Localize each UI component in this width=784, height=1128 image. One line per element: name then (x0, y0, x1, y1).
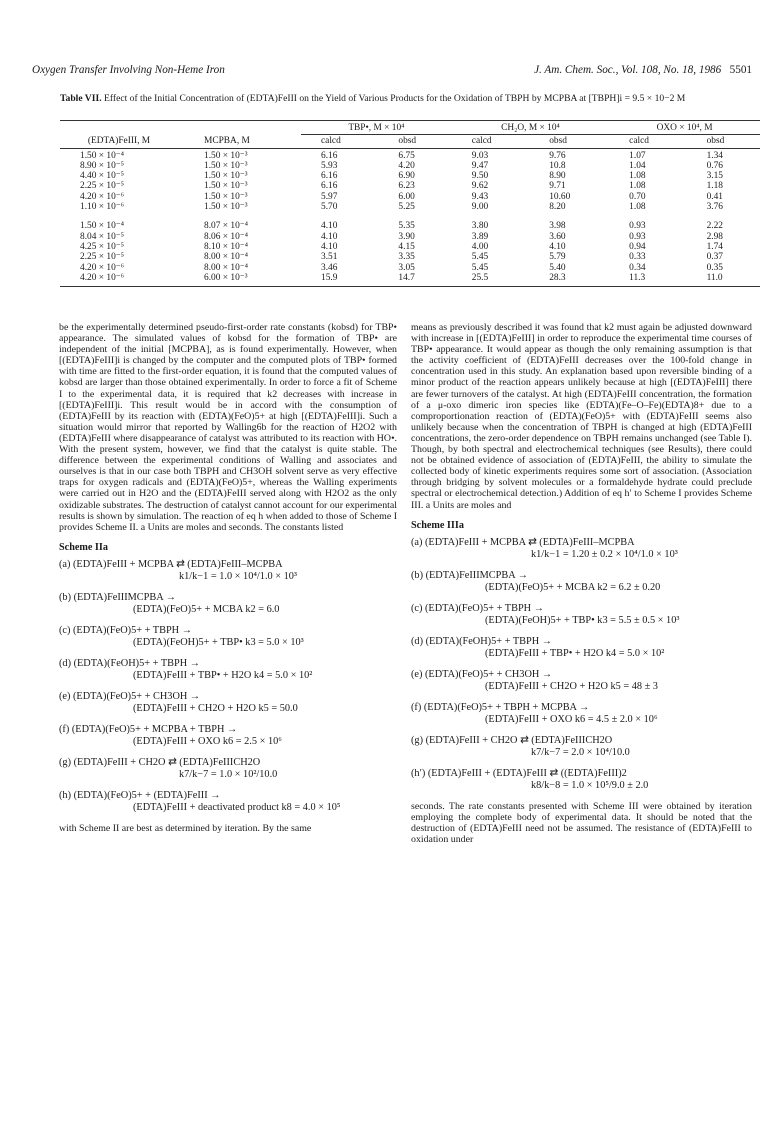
page-number: 5501 (729, 64, 752, 76)
table-cell: 6.00 (398, 191, 415, 202)
reaction-line: (e) (EDTA)(FeO)5+ + CH3OH → (411, 668, 553, 680)
table-cell: 3.51 (321, 252, 338, 263)
table-cell: 0.41 (706, 191, 723, 202)
table-cell: 0.70 (629, 191, 646, 202)
group-header-tbp: TBP•, M × 10⁴ (301, 121, 452, 135)
reaction-equation (59, 625, 397, 649)
table-cell: 4.10 (321, 241, 338, 252)
reaction-line: (b) (EDTA)FeIIIMCPBA → (411, 569, 529, 581)
table-bottom-rule (60, 283, 760, 286)
table-cell: 1.50 × 10⁻⁴ (80, 221, 124, 232)
reaction-equation (411, 702, 752, 726)
scheme-ii-reactions (59, 559, 397, 814)
table-cell: 0.94 (629, 241, 646, 252)
table-cell: 5.97 (321, 191, 338, 202)
reaction-line: (b) (EDTA)FeIIIMCPBA → (59, 591, 177, 603)
table-row-gap (60, 212, 760, 221)
rate-constant: k8/k−8 = 1.0 × 10⁵/9.0 ± 2.0 (531, 779, 649, 791)
table-cell: 8.20 (549, 202, 566, 213)
table-row (60, 252, 760, 262)
table-cell: 10.8 (549, 160, 566, 171)
left-tail-text: with Scheme II are best as determined by iteration. By the same (59, 822, 312, 834)
table-cell: 0.93 (629, 221, 646, 232)
table-cell: 1.74 (706, 241, 723, 252)
table-cell: 4.25 × 10⁻⁵ (80, 241, 124, 252)
reaction-products: (EDTA)(FeO)5+ + MCBA k2 = 6.2 ± 0.20 (485, 581, 661, 593)
table-cell: 6.16 (321, 150, 338, 161)
right-tail-text: seconds. The rate constants presented with Scheme III were obtained by iteration employing the complete body of experimental data. It should be noted that the destruction of (EDTA)FeIII need not be assumed. The resistance of (EDTA)FeIII to oxidation under (411, 800, 752, 845)
reaction-line: (a) (EDTA)FeIII + MCPBA ⇄ (EDTA)FeIII–MCPBA (411, 536, 635, 548)
table-row (60, 148, 760, 161)
reaction-line: (f) (EDTA)(FeO)5+ + MCPBA + TBPH → (59, 723, 238, 735)
table-cell: 3.80 (471, 221, 489, 232)
reaction-line: (c) (EDTA)(FeO)5+ + TBPH → (59, 624, 192, 636)
table-cell: 4.00 (471, 241, 489, 252)
table-cell: 9.71 (549, 181, 566, 192)
scheme-ii-title: Scheme IIa (59, 541, 108, 553)
table-cell: 3.76 (706, 202, 723, 213)
table-group-header (60, 121, 760, 135)
table-cell: 8.06 × 10⁻⁴ (204, 231, 248, 242)
rate-constant: k1/k−1 = 1.0 × 10⁴/1.0 × 10³ (179, 570, 298, 582)
group-header-ch2o: CH₂O, M × 10⁴ (452, 121, 609, 135)
table-cell: 5.45 (471, 262, 489, 273)
right-paragraph: means as previously described it was found that k2 must again be adjusted downward with increase in [(EDTA)FeIII] in order to reproduce the experimental time courses of TBP• appearance. It would appear as though the only remaining assumption is that the activity coefficient of (EDTA)FeIII decreases over the 100-fold change in concentration used in this study. An explanation based upon reversible binding of a minor product of the reaction appears unlikely because at high [(EDTA)FeIII] there are fewer turnovers of the catalyst. At high (EDTA)FeIII concentration, the formation of a μ-oxo dimeric iron species like (EDTA)(Fe–O–Fe)(EDTA)8+ due to a comproportionation reaction of (EDTA)(FeO)5+ with (EDTA)FeIII seems also unlikely because when the concentration of TBPH is changed at high (EDTA)FeIII concentrations, the zero-order dependence on TBPH remains unchanged (see Table I). Though, by both spectral and electrochemical techniques (see Results), there could not be obtained evidence of association of (EDTA)FeIII, the ability to simulate the collected body of kinetic experiments requires some sort of association. (Association through bridging by solvent molecules or a formaldehyde hydrate could preclude spectral or electrochemical detection.) Addition of eq h′ to Scheme I provides Scheme III. a Units are moles and (411, 322, 752, 511)
table-cell: 1.04 (629, 160, 646, 171)
table-cell: 3.05 (398, 262, 415, 273)
table-vii (60, 120, 760, 287)
table-cell: 2.25 × 10⁻⁵ (80, 252, 124, 263)
table-cell: 1.50 × 10⁻⁴ (80, 150, 124, 161)
reaction-products: (EDTA)FeIII + deactivated product k8 = 4.0 × 10⁵ (133, 801, 341, 813)
reaction-products: (EDTA)(FeO)5+ + MCBA k2 = 6.0 (133, 603, 280, 615)
table-row (60, 221, 760, 231)
table-cell: 25.5 (471, 272, 489, 283)
table-cell: 8.90 × 10⁻⁵ (80, 160, 124, 171)
reaction-equation (411, 735, 752, 759)
table-cell: 11.0 (706, 272, 723, 283)
table-cell: 1.50 × 10⁻³ (204, 191, 248, 202)
left-column (59, 322, 397, 834)
table-cell: 9.50 (471, 171, 489, 182)
journal-citation: J. Am. Chem. Soc., Vol. 108, No. 18, 1986 5501 (534, 64, 752, 76)
table-body (60, 148, 760, 286)
table-cell: 0.33 (629, 252, 646, 263)
rate-constant: k7/k−7 = 2.0 × 10⁴/10.0 (531, 746, 630, 758)
table-cell: 1.08 (629, 202, 646, 213)
table-cell: 8.00 × 10⁻⁴ (204, 262, 248, 273)
table-cell: 6.16 (321, 181, 338, 192)
reaction-line: (f) (EDTA)(FeO)5+ + TBPH + MCPBA → (411, 701, 590, 713)
table-cell: 5.70 (321, 202, 338, 213)
reaction-line: (g) (EDTA)FeIII + CH2O ⇄ (EDTA)FeIIICH2O (411, 734, 613, 746)
reaction-equation (59, 658, 397, 682)
col-header: (EDTA)FeIII, M (60, 135, 178, 148)
table-cell: 1.07 (629, 150, 646, 161)
table-row (60, 171, 760, 181)
table-cell: 4.40 × 10⁻⁵ (80, 171, 124, 182)
table-cell: 3.46 (321, 262, 338, 273)
col-header: obsd (687, 135, 760, 148)
table-cell: 1.50 × 10⁻³ (204, 150, 248, 161)
table-cell: 6.16 (321, 171, 338, 182)
table-cell: 0.34 (629, 262, 646, 273)
reaction-products: (EDTA)FeIII + OXO k6 = 4.5 ± 2.0 × 10⁶ (485, 713, 658, 725)
table-cell: 0.35 (706, 262, 723, 273)
reaction-equation (411, 603, 752, 627)
col-header: MCPBA, M (178, 135, 301, 148)
reaction-products: (EDTA)FeIII + TBP• + H2O k4 = 5.0 × 10² (485, 647, 665, 659)
table-cell: 1.50 × 10⁻³ (204, 181, 248, 192)
table-cell: 2.98 (706, 231, 723, 242)
reaction-line: (c) (EDTA)(FeO)5+ + TBPH → (411, 602, 544, 614)
table-cell: 8.10 × 10⁻⁴ (204, 241, 248, 252)
reaction-equation (59, 724, 397, 748)
running-title: Oxygen Transfer Involving Non-Heme Iron (32, 64, 225, 76)
col-header: obsd (529, 135, 609, 148)
table-cell: 5.40 (549, 262, 566, 273)
rate-constant: k1/k−1 = 1.20 ± 0.2 × 10⁴/1.0 × 10³ (531, 548, 678, 560)
reaction-products: (EDTA)FeIII + TBP• + H2O k4 = 5.0 × 10² (133, 669, 313, 681)
group-header-oxo: OXO × 10⁴, M (609, 121, 760, 135)
table-cell: 1.50 × 10⁻³ (204, 160, 248, 171)
reaction-equation (411, 768, 752, 792)
table-cell: 1.08 (629, 171, 646, 182)
table-cell: 9.62 (471, 181, 489, 192)
table-cell: 8.00 × 10⁻⁴ (204, 252, 248, 263)
table-cell: 2.22 (706, 221, 723, 232)
reaction-equation (411, 669, 752, 693)
table-cell: 1.18 (706, 181, 723, 192)
table-cell: 2.25 × 10⁻⁵ (80, 181, 124, 192)
reaction-products: (EDTA)FeIII + CH2O + H2O k5 = 48 ± 3 (485, 680, 658, 692)
table-cell: 1.50 × 10⁻³ (204, 171, 248, 182)
table-cell: 4.20 × 10⁻⁶ (80, 272, 124, 283)
table-cell: 8.90 (549, 171, 566, 182)
table-cell: 10.60 (549, 191, 571, 202)
table-cell: 4.10 (321, 231, 338, 242)
col-header: obsd (378, 135, 451, 148)
reaction-equation (411, 636, 752, 660)
reaction-equation (59, 592, 397, 616)
table-row (60, 273, 760, 283)
table-cell: 1.10 × 10⁻⁶ (80, 202, 124, 213)
table-cell: 0.93 (629, 231, 646, 242)
table-cell: 4.20 × 10⁻⁶ (80, 262, 124, 273)
reaction-line: (d) (EDTA)(FeOH)5+ + TBPH → (59, 657, 201, 669)
table-cell: 1.08 (629, 181, 646, 192)
reaction-products: (EDTA)FeIII + OXO k6 = 2.5 × 10⁶ (133, 735, 282, 747)
reaction-line: (h) (EDTA)(FeO)5+ + (EDTA)FeIII → (59, 789, 221, 801)
col-header: calcd (301, 135, 378, 148)
table-row (60, 232, 760, 242)
table-cell: 1.50 × 10⁻³ (204, 202, 248, 213)
table-cell: 5.35 (398, 221, 415, 232)
table-cell: 5.93 (321, 160, 338, 171)
table-cell: 3.98 (549, 221, 566, 232)
table-cell: 14.7 (398, 272, 415, 283)
reaction-equation (59, 559, 397, 583)
table-cell: 1.34 (706, 150, 723, 161)
rate-constant: k7/k−7 = 1.0 × 10²/10.0 (179, 768, 278, 780)
reaction-products: (EDTA)(FeOH)5+ + TBP• k3 = 5.5 ± 0.5 × 10³ (485, 614, 680, 626)
table-cell: 8.07 × 10⁻⁴ (204, 221, 248, 232)
table-row (60, 202, 760, 212)
col-header: calcd (609, 135, 686, 148)
table-row (60, 242, 760, 252)
table-caption: Table VII. Effect of the Initial Concentration of (EDTA)FeIII on the Yield of Various Products for the Oxidation of TBPH by MCPBA at [TBPH]i = 9.5 × 10−2 M (60, 93, 686, 104)
reaction-products: (EDTA)(FeOH)5+ + TBP• k3 = 5.0 × 10³ (133, 636, 304, 648)
table-column-header (60, 135, 760, 148)
reaction-products: (EDTA)FeIII + CH2O + H2O k5 = 50.0 (133, 702, 298, 714)
table-cell: 6.90 (398, 171, 415, 182)
table-cell: 9.43 (471, 191, 489, 202)
table-row (60, 181, 760, 191)
table-cell: 11.3 (629, 272, 646, 283)
scheme-iii-title: Scheme IIIa (411, 519, 464, 531)
table-cell: 9.47 (471, 160, 489, 171)
table-cell: 3.90 (398, 231, 415, 242)
table-cell: 5.25 (398, 202, 415, 213)
reaction-line: (d) (EDTA)(FeOH)5+ + TBPH → (411, 635, 553, 647)
reaction-line: (e) (EDTA)(FeO)5+ + CH3OH → (59, 690, 201, 702)
col-header: calcd (452, 135, 529, 148)
table-cell: 3.89 (471, 231, 489, 242)
table-row (60, 161, 760, 171)
running-header (32, 64, 752, 78)
table-cell: 9.00 (471, 202, 489, 213)
table-cell: 8.04 × 10⁻⁵ (80, 231, 124, 242)
left-paragraph: be the experimentally determined pseudo-first-order rate constants (kobsd) for TBP• appearance. The simulated values of kobsd for the formation of TBP• are independent of the initial [MCPBA], as is found experimentally. However, when [(EDTA)FeIII]i is changed by the computer and the computed plots of TBP• formed with time are fitted to the first-order equation, it is found that the computed values of kobsd are larger than those obtained experimentally. In order to force a fit of Scheme I to the experimental data, it is required that k2 decreases with increase in [(EDTA)FeIII]i. This result would be in accord with the consumption of (EDTA)FeIII by its reaction with (EDTA)(FeO)5+ at high [(EDTA)FeIII]i. Such a situation would mirror that reported by Walling6b for the reaction of H2O2 with (EDTA)FeIII where disappearance of catalyst was attributed to its reaction with HO•. With the present system, however, we find that the catalyst is quite stable. The difference between the experimental conditions of Walling and associates and ourselves is that in our case both TBPH and CH3OH solvent serve as very effective traps for oxygen radicals and (EDTA)(FeO)5+, whereas the Walling experiments were carried out in H2O and the (EDTA)FeIII served along with H2O2 as the only oxidizable substrates. The destruction of catalyst cannot account for our experimental results is shown by simulation. The reaction of eq h when added to those of Scheme I provides Scheme II. a Units are moles and seconds. The constants listed (59, 322, 397, 533)
table-cell: 28.3 (549, 272, 566, 283)
reaction-equation (411, 537, 752, 561)
table-cell: 9.03 (471, 150, 489, 161)
reaction-equation (59, 757, 397, 781)
table-cell: 3.15 (706, 171, 723, 182)
right-column (411, 322, 752, 845)
reaction-line: (g) (EDTA)FeIII + CH2O ⇄ (EDTA)FeIIICH2O (59, 756, 261, 768)
table-cell: 3.35 (398, 252, 415, 263)
reaction-line: (a) (EDTA)FeIII + MCPBA ⇄ (EDTA)FeIII–MCPBA (59, 558, 283, 570)
table-cell: 4.10 (549, 241, 566, 252)
table-row (60, 192, 760, 202)
table-cell: 6.75 (398, 150, 415, 161)
table-cell: 0.76 (706, 160, 723, 171)
reaction-equation (59, 691, 397, 715)
scheme-iii-reactions (411, 537, 752, 792)
table-cell: 15.9 (321, 272, 338, 283)
table-cell: 4.15 (398, 241, 415, 252)
table-cell: 5.79 (549, 252, 566, 263)
table-cell: 0.37 (706, 252, 723, 263)
reaction-equation (411, 570, 752, 594)
table-row (60, 263, 760, 273)
table-cell: 4.20 × 10⁻⁶ (80, 191, 124, 202)
table-cell: 6.00 × 10⁻³ (204, 272, 248, 283)
reaction-equation (59, 790, 397, 814)
table-cell: 6.23 (398, 181, 415, 192)
table-cell: 3.60 (549, 231, 566, 242)
table-cell: 9.76 (549, 150, 566, 161)
table-cell: 5.45 (471, 252, 489, 263)
table-cell: 4.20 (398, 160, 415, 171)
reaction-line: (h′) (EDTA)FeIII + (EDTA)FeIII ⇄ ((EDTA)FeIII)2 (411, 767, 627, 779)
table-cell: 4.10 (321, 221, 338, 232)
